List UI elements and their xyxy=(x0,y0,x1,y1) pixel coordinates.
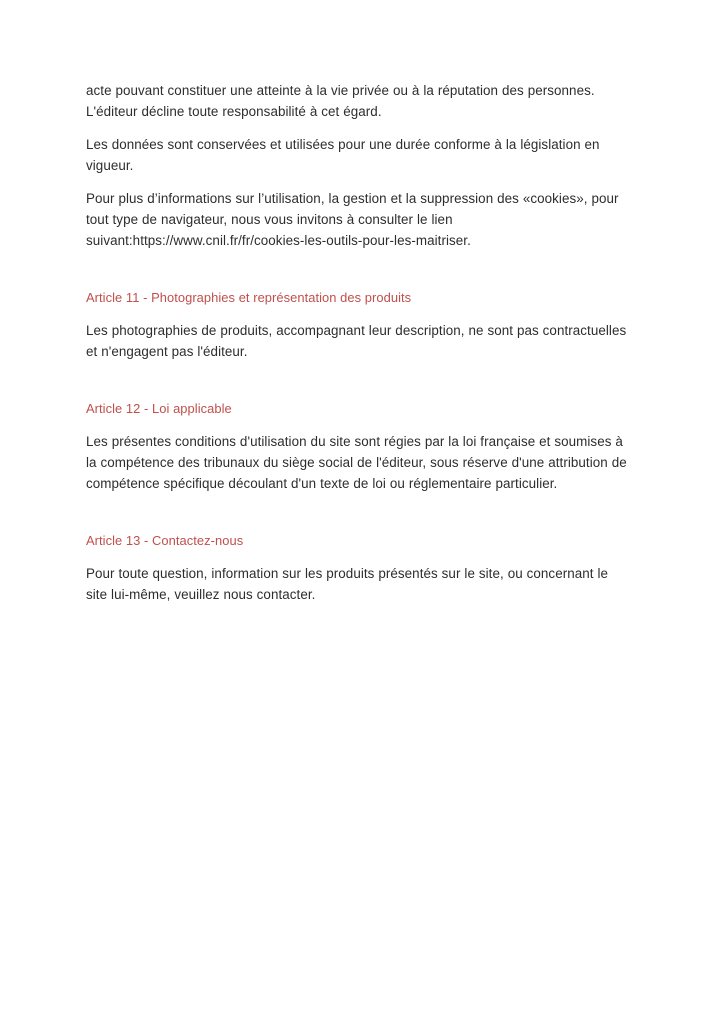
paragraph-article-12-body: Les présentes conditions d'utilisation du site sont régies par la loi française et soumises à la compétence des tribunaux du siège social de l'éditeur, sous réserve d'une attribution de compétence spécifique découlant d'un texte de loi ou réglementaire particulier. xyxy=(86,434,627,491)
heading-article-11: Article 11 - Photographies et représentation des produits xyxy=(86,290,412,305)
document-text-column xyxy=(86,80,632,985)
paragraph-donnees-conservees: Les données sont conservées et utilisées pour une durée conforme à la législation en vigueur. xyxy=(86,137,600,173)
paragraph-article-11-body: Les photographies de produits, accompagnant leur description, ne sont pas contractuelles et n'engagent pas l'éditeur. xyxy=(86,323,627,359)
heading-article-13: Article 13 - Contactez-nous xyxy=(86,533,244,548)
paragraph-atteinte-vie-privee: acte pouvant constituer une atteinte à la vie privée ou à la réputation des personnes. L'éditeur décline toute responsabilité à cet égard. xyxy=(86,83,595,119)
paragraph-cookies-lien: Pour plus d’informations sur l’utilisation, la gestion et la suppression des «cookies», pour tout type de navigateur, nous vous invitons à consulter le lien suivant:https://www.cnil.fr/fr/cookies-les-outils-pour-les-maitriser. xyxy=(86,191,619,248)
heading-article-12: Article 12 - Loi applicable xyxy=(86,401,232,416)
paragraph-article-13-body: Pour toute question, information sur les produits présentés sur le site, ou concernant le site lui-même, veuillez nous contacter. xyxy=(86,566,609,602)
page-blank-area xyxy=(86,605,632,985)
